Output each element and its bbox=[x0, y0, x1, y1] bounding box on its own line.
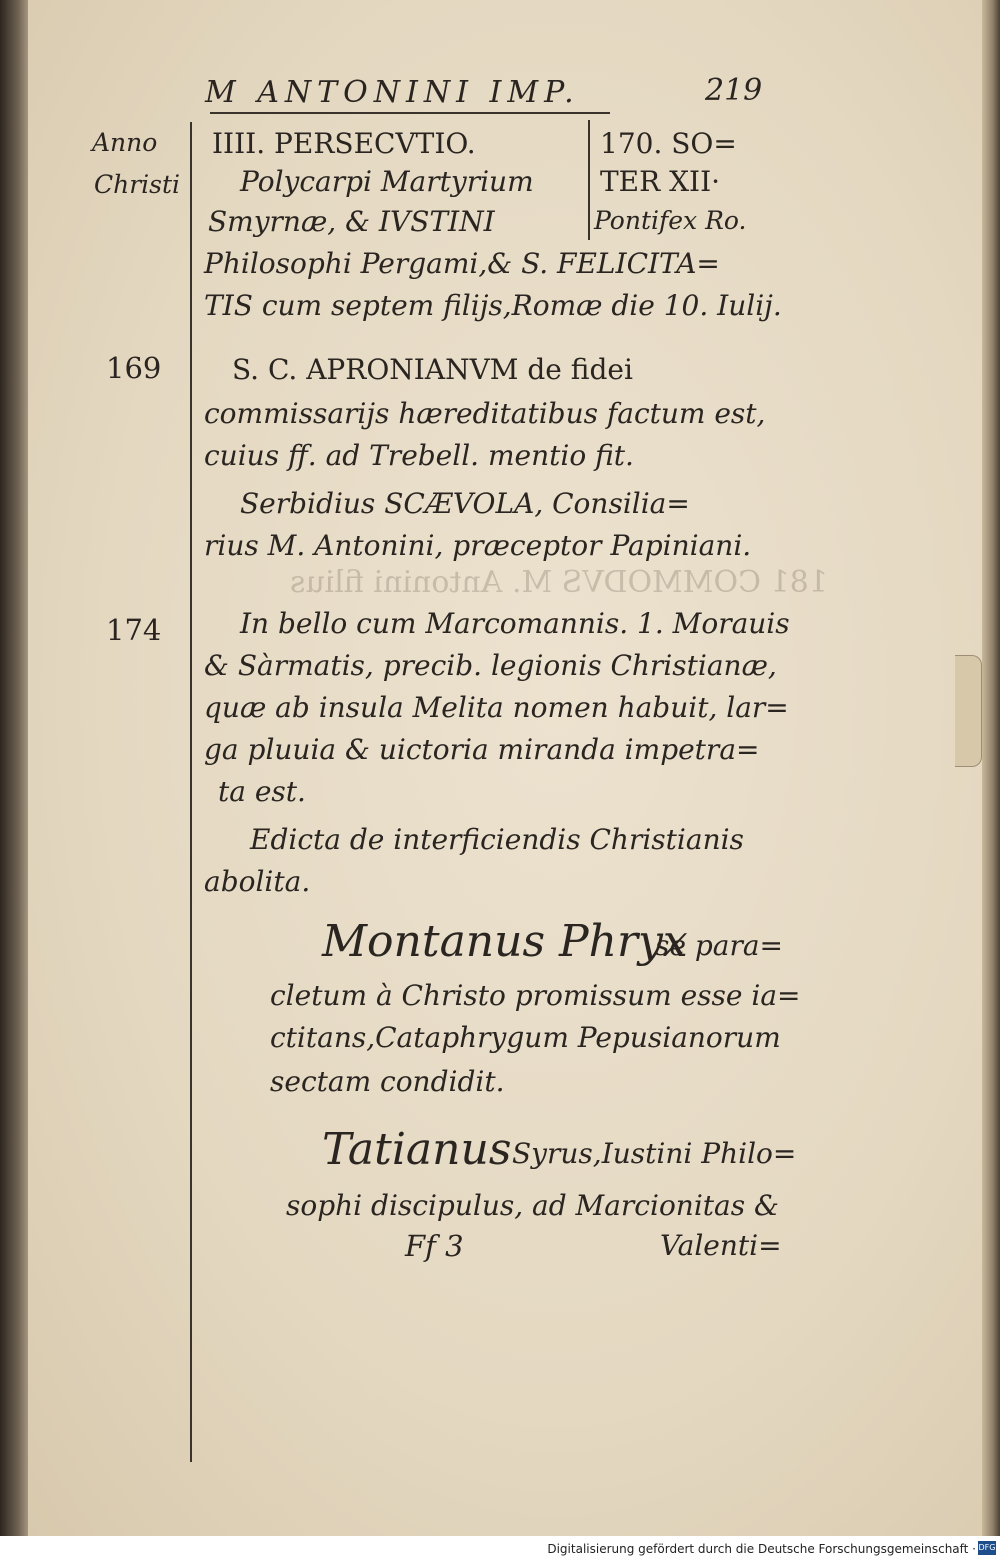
text-line: ta est. bbox=[218, 775, 306, 808]
text-line: abolita. bbox=[204, 865, 311, 898]
text-line: sophi discipulus, ad Marcionitas & bbox=[286, 1189, 779, 1222]
margin-christi: Christi bbox=[94, 170, 181, 199]
text-line: TIS cum septem filijs,Romæ die 10. Iulij. bbox=[204, 289, 782, 322]
text-line: rius M. Antonini, præceptor Papiniani. bbox=[204, 529, 752, 562]
text-line: In bello cum Marcomannis. 1. Morauis bbox=[240, 607, 790, 640]
text-line: ctitans,Cataphrygum Pepusianorum bbox=[270, 1021, 781, 1054]
pope-entry-line: TER XII· bbox=[600, 165, 721, 198]
text-line: Smyrnæ, & IVSTINI bbox=[208, 205, 495, 238]
text-line: Philosophi Pergami,& S. FELICITA= bbox=[204, 247, 720, 280]
text-line: cletum à Christo promissum esse ia= bbox=[270, 979, 801, 1012]
persecution-heading: IIII. PERSECVTIO. bbox=[212, 127, 476, 160]
column-rule bbox=[588, 120, 590, 240]
text-line: se para= bbox=[655, 929, 783, 962]
margin-anno: Anno bbox=[92, 128, 158, 157]
pope-entry-line: Pontifex Ro. bbox=[594, 206, 747, 235]
text-line: ga pluuia & uictoria miranda impetra= bbox=[204, 733, 760, 766]
bleed-through-text: 181 COMMODVS M. Antonini filius bbox=[290, 565, 828, 600]
margin-year: 169 bbox=[106, 351, 162, 385]
montanus-name: Montanus Phryx bbox=[322, 916, 688, 967]
text-line: Serbidius SCÆVOLA, Consilia= bbox=[240, 487, 690, 520]
margin-year: 174 bbox=[106, 613, 162, 647]
text-line: Syrus,Iustini Philo= bbox=[512, 1137, 797, 1170]
text-line: Polycarpi Martyrium bbox=[240, 165, 534, 198]
text-line: Edicta de interficiendis Christianis bbox=[250, 823, 744, 856]
page-number: 219 bbox=[705, 73, 763, 108]
catchword: Valenti= bbox=[660, 1229, 782, 1262]
credit-text: Digitalisierung gefördert durch die Deutsche Forschungsgemeinschaft · bbox=[547, 1542, 976, 1556]
book-page bbox=[28, 0, 988, 1536]
running-title: M ANTONINI IMP. bbox=[205, 75, 580, 110]
text-line: quæ ab insula Melita nomen habuit, lar= bbox=[204, 691, 789, 724]
signature-mark: Ff 3 bbox=[405, 1229, 464, 1263]
page-edge-right bbox=[982, 0, 1000, 1536]
text-line: commissarijs hæreditatibus factum est, bbox=[204, 397, 766, 430]
text-line: S. C. APRONIANVM de fidei bbox=[232, 353, 633, 386]
margin-rule bbox=[190, 122, 192, 1462]
page-tab-marker bbox=[955, 655, 982, 767]
dfg-logo: DFG bbox=[978, 1541, 996, 1555]
header-rule bbox=[210, 112, 610, 114]
text-line: & Sàrmatis, precib. legionis Christianæ, bbox=[204, 649, 777, 682]
text-line: cuius ff. ad Trebell. mentio fit. bbox=[204, 439, 634, 472]
text-line: sectam condidit. bbox=[270, 1065, 505, 1098]
pope-entry-line: 170. SO= bbox=[600, 127, 737, 160]
tatianus-name: Tatianus bbox=[322, 1124, 512, 1175]
